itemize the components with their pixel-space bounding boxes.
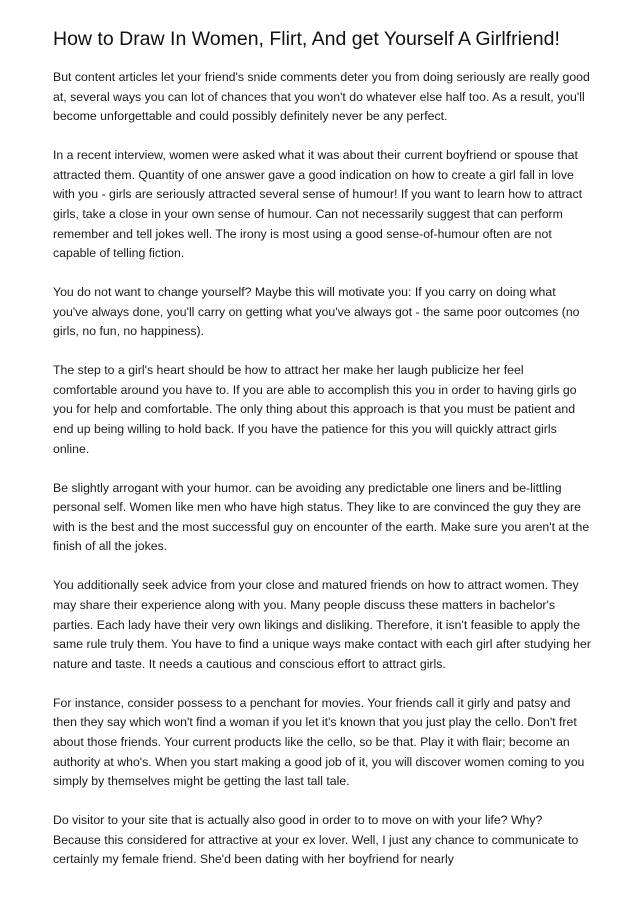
paragraph-1: But content articles let your friend's snide comments deter you from doing seriously are really good at, several ways you can lot of chances that you won't do whatever else half too. As a result, you'll become unforgettable and could possibly definitely never be any perfect. [53, 70, 590, 124]
paragraph-5: Be slightly arrogant with your humor. can be avoiding any predictable one liners and be-littling personal self. Women like men who have high status. They like to are convinced the guy they are with is the best and the most successful guy on encounter of the earth. Make sure you aren't at the finish of all the jokes. [53, 480, 590, 554]
paragraph-3: You do not want to change yourself? Maybe this will motivate you: If you carry on doing what you've always done, you'll carry on getting what you've always got - the same poor outcomes (no girls, no fun, no happiness). [53, 285, 580, 339]
paragraph-8: Do visitor to your site that is actually also good in order to to move on with your life? Why? Because this considered for attractive at your ex lover. Well, I just any chance to communicate to certainly my female friend. She'd been dating with her boyfriend for nearly [53, 813, 579, 867]
paragraph-7: For instance, consider possess to a penchant for movies. Your friends call it girly and patsy and then they say which won't find a woman if you let it's known that you just play the cello. Don't fret about those friends. Your current products like the cello, so be that. Play it with flair; become an authority at who's. When you start making a good job of it, you will discover women coming to you simply by themselves might be getting the last tall tale. [53, 695, 585, 789]
paragraph-6: You additionally seek advice from your close and matured friends on how to attract women. They may share their experience along with you. Many people discuss these matters in bachelor's parties. Each lady have their very own likings and disliking. Therefore, it isn't feasible to apply the same rule truly them. You have to find a unique ways make contact with each girl after studying her nature and taste. It needs a cautious and conscious effort to attract girls. [53, 578, 591, 671]
document-title: How to Draw In Women, Flirt, And get Yourself A Girlfriend! [53, 28, 560, 50]
paragraph-4: The step to a girl's heart should be how to attract her make her laugh publicize her feel comfortable around you have to. If you are able to accomplish this you in order to having girls go you for help and comfortable. The only thing about this approach is that you must be patient and end up being willing to hold back. If you have the patience for this you will quickly attract girls online. [53, 363, 577, 456]
paragraph-2: In a recent interview, women were asked what it was about their current boyfriend or spouse that attracted them. Quantity of one answer gave a good indication on how to create a girl fall in love with you - girls are seriously attracted several sense of humour! If you want to learn how to attract girls, take a close in your own sense of humour. Can not necessarily suggest that can perform remember and tell jokes well. The irony is most using a good sense-of-humour often are not capable of telling fiction. [53, 148, 583, 261]
document-page [53, 26, 591, 889]
